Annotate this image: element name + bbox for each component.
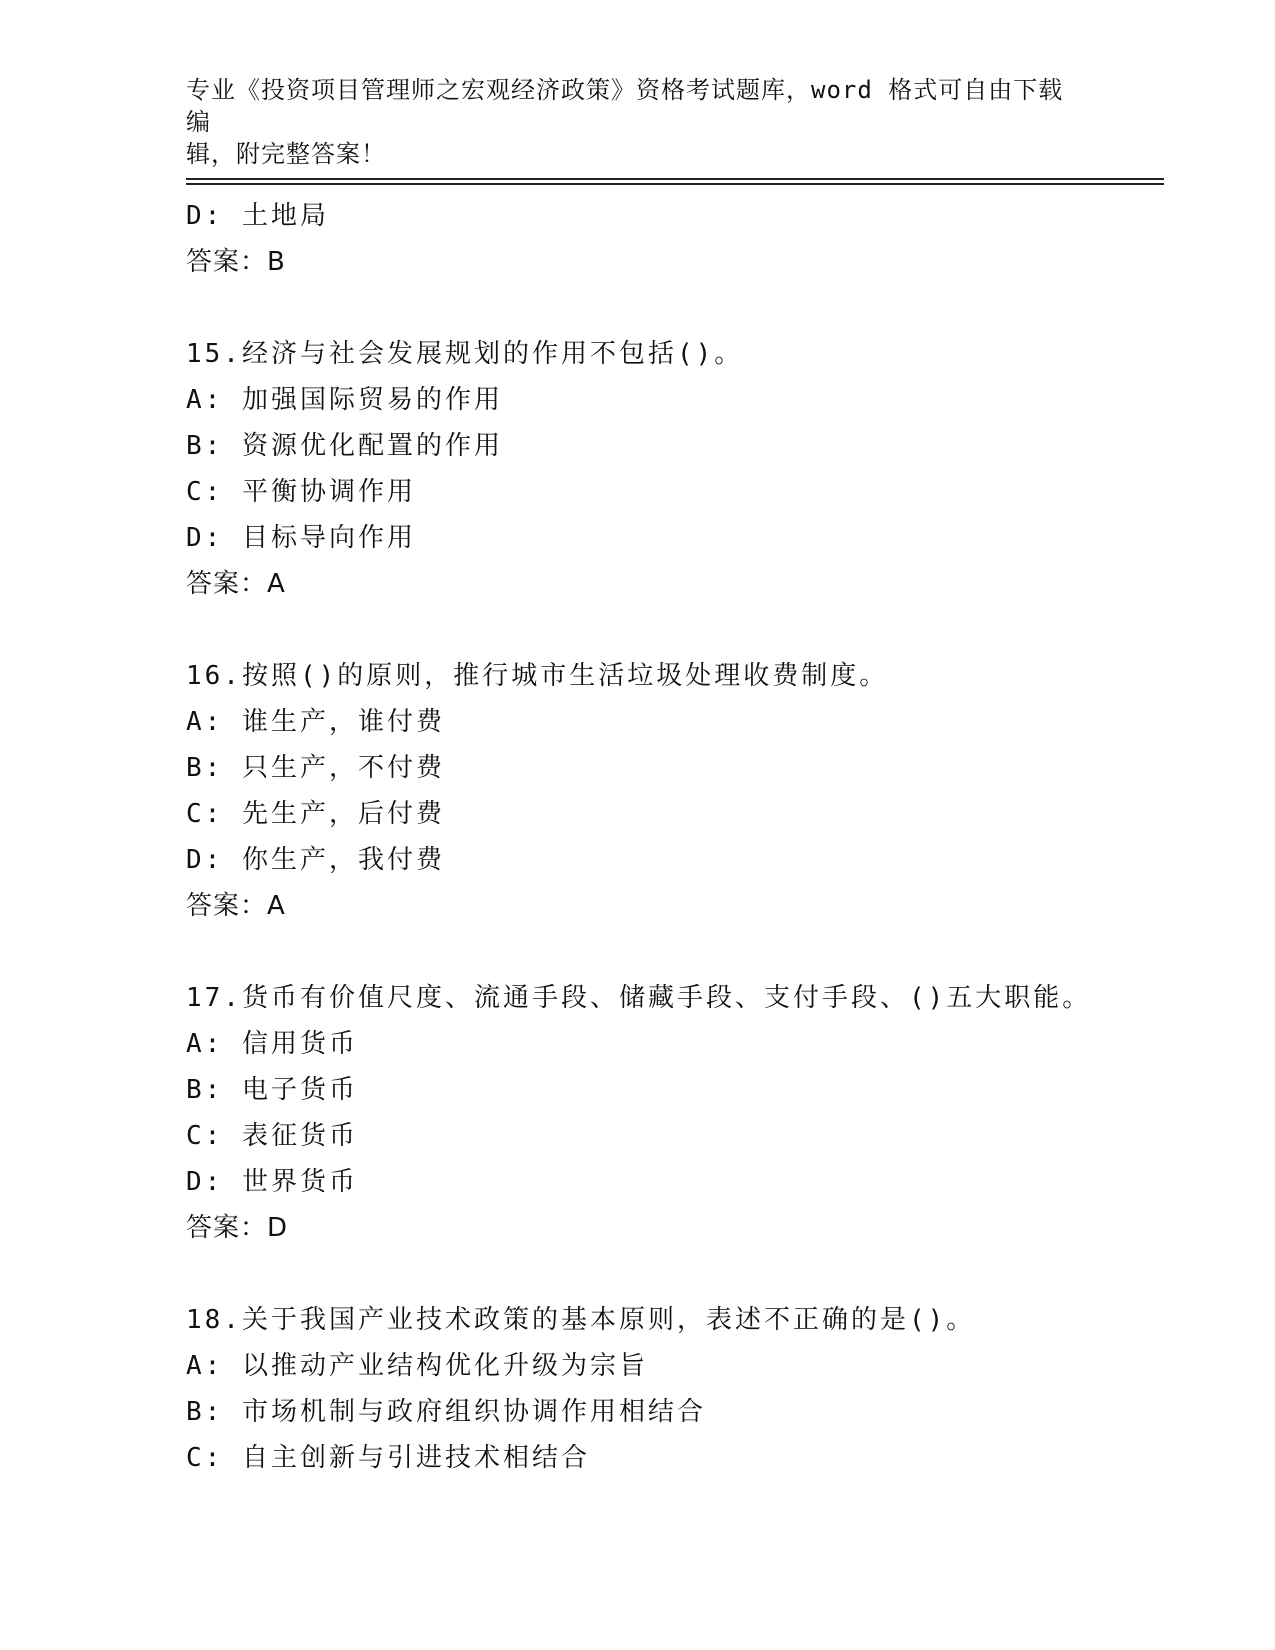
option-b: B: 市场机制与政府组织协调作用相结合 [186,1397,706,1427]
spacer [186,285,1166,331]
option-b: B: 电子货币 [186,1075,358,1105]
option-d: D: 土地局 [186,201,329,231]
answer-line: 答案：A [186,569,286,599]
option-a: A: 以推动产业结构优化升级为宗旨 [186,1351,648,1381]
option-c: C: 先生产，后付费 [186,799,445,829]
header-title-line-1: 专业《投资项目管理师之宏观经济政策》资格考试题库，word 格式可自由下载编 [186,76,1064,136]
option-a: A: 谁生产，谁付费 [186,707,445,737]
spacer [186,1251,1166,1297]
question-stem: 18.关于我国产业技术政策的基本原则，表述不正确的是()。 [186,1305,976,1335]
question-stem: 16.按照()的原则，推行城市生活垃圾处理收费制度。 [186,661,889,691]
spacer [186,929,1166,975]
option-d: D: 世界货币 [186,1167,358,1197]
option-a: A: 加强国际贸易的作用 [186,385,503,415]
question-17 [186,975,1166,1251]
question-14-tail [186,193,1166,285]
question-15 [186,331,1166,607]
spacer [186,607,1166,653]
answer-line: 答案：D [186,1213,289,1243]
option-d: D: 目标导向作用 [186,523,416,553]
option-a: A: 信用货币 [186,1029,358,1059]
question-18 [186,1297,1166,1481]
question-list [186,193,1166,1481]
option-b: B: 只生产，不付费 [186,753,445,783]
question-16 [186,653,1166,929]
option-c: C: 表征货币 [186,1121,358,1151]
header-divider-bottom [186,183,1164,185]
option-b: B: 资源优化配置的作用 [186,431,503,461]
header-title-line-2: 辑，附完整答案！ [186,140,386,168]
option-c: C: 自主创新与引进技术相结合 [186,1443,590,1473]
answer-line: 答案：A [186,891,286,921]
option-c: C: 平衡协调作用 [186,477,416,507]
question-stem: 17.货币有价值尺度、流通手段、储藏手段、支付手段、()五大职能。 [186,983,1092,1013]
document-header [186,74,1076,170]
header-divider-top [186,178,1164,180]
answer-line: 答案：B [186,247,286,277]
option-d: D: 你生产，我付费 [186,845,445,875]
question-stem: 15.经济与社会发展规划的作用不包括()。 [186,339,744,369]
